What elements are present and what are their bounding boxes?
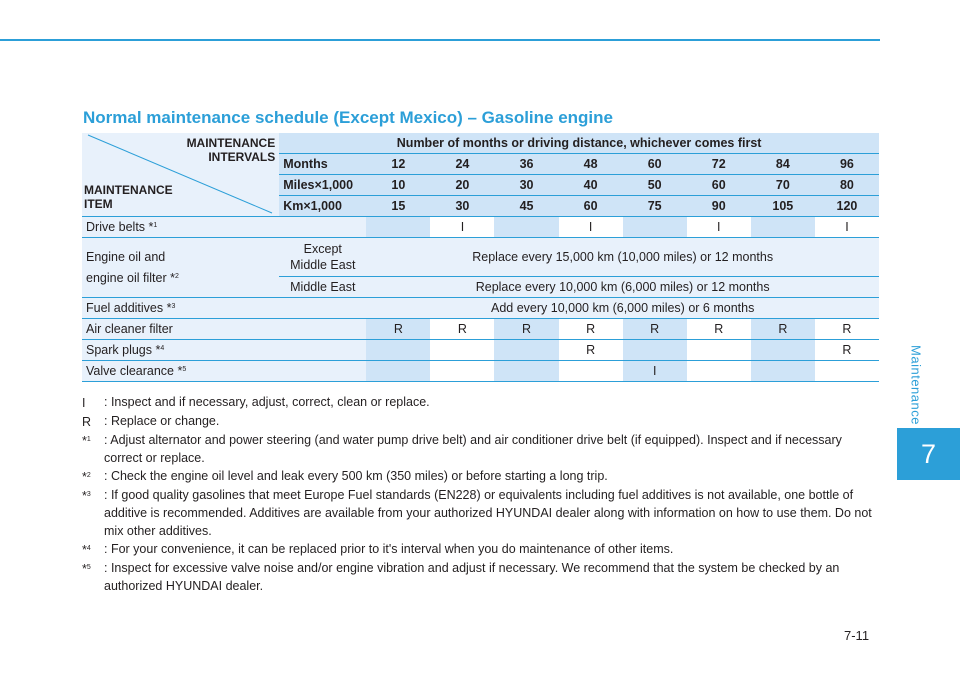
months-cell: 24 [430,154,494,175]
schedule-cell [687,340,751,361]
months-cell: 96 [815,154,879,175]
row-valve-clearance [82,361,879,382]
miles-cell: 30 [494,175,558,196]
km-cell: 90 [687,196,751,217]
row-engine-oil-except-me [82,238,879,277]
region-label: Except Middle East [279,238,366,277]
schedule-cell [623,340,687,361]
row-spark-plugs [82,340,879,361]
schedule-cell: R [559,319,623,340]
km-cell: 60 [559,196,623,217]
schedule-cell [815,361,879,382]
footnote: *$^3$ : If good quality gasolines that meet Europe Fuel standards (EN228) or equivalents including fuel additives is not available, one bottle of additive is recommended. Additives are available from your authorized HYUNDAI dealer along with information on how to use them. Do not mix other additives. [82,488,872,538]
item-label: Engine oil and engine oil filter *$^2$ [82,238,279,298]
footnotes [82,393,882,595]
schedule-cell [430,361,494,382]
footnote: *$^1$ : Adjust alternator and power steering (and water pump drive belt) and air conditioner drive belt (if equipped). Inspect and if necessary correct or replace. [82,433,842,465]
table-corner-cell [82,133,279,217]
miles-cell: 50 [623,175,687,196]
schedule-cell [559,361,623,382]
miles-cell: 40 [559,175,623,196]
row-drive-belts [82,217,879,238]
schedule-cell [751,340,815,361]
miles-cell: 70 [751,175,815,196]
corner-item-label: MAINTENANCE ITEM [84,183,173,211]
km-cell: 45 [494,196,558,217]
miles-cell: 60 [687,175,751,196]
top-rule [0,39,880,41]
item-label: Drive belts *$^1$ [82,217,366,238]
km-cell: 105 [751,196,815,217]
item-label: Valve clearance *$^5$ [82,361,366,382]
interval-text: Add every 10,000 km (6,000 miles) or 6 months [366,298,879,319]
schedule-cell [494,217,558,238]
schedule-cell: R [815,340,879,361]
months-cell: 60 [623,154,687,175]
schedule-cell: R [623,319,687,340]
item-label: Spark plugs *$^4$ [82,340,366,361]
maintenance-schedule-table [82,133,879,382]
footnote: *$^2$ : Check the engine oil level and leak every 500 km (350 miles) or before starting a long trip. [82,469,608,484]
item-label: Air cleaner filter [82,319,366,340]
km-label: Km×1,000 [279,196,366,217]
miles-cell: 20 [430,175,494,196]
page-title: Normal maintenance schedule (Except Mexico) – Gasoline engine [83,108,613,127]
schedule-cell [751,361,815,382]
schedule-cell: R [751,319,815,340]
months-cell: 48 [559,154,623,175]
schedule-cell [430,340,494,361]
months-cell: 36 [494,154,558,175]
schedule-cell [687,361,751,382]
km-cell: 15 [366,196,430,217]
schedule-cell [366,340,430,361]
row-fuel-additives [82,298,879,319]
schedule-cell: R [559,340,623,361]
schedule-cell [366,361,430,382]
km-cell: 30 [430,196,494,217]
header-row-span [82,133,879,154]
schedule-cell: R [687,319,751,340]
corner-intervals-label: MAINTENANCE INTERVALS [186,136,276,164]
miles-label: Miles×1,000 [279,175,366,196]
row-air-cleaner [82,319,879,340]
schedule-cell [366,217,430,238]
page-number: 7-11 [844,628,870,643]
footnote: *$^4$ : For your convenience, it can be replaced prior to it's interval when you do maintenance of other items. [82,542,674,557]
schedule-cell [494,340,558,361]
schedule-cell: I [687,217,751,238]
region-label: Middle East [279,277,366,298]
schedule-cell: I [559,217,623,238]
chapter-side-label: Maintenance [908,345,924,425]
schedule-cell: R [430,319,494,340]
interval-text: Replace every 10,000 km (6,000 miles) or 12 months [366,277,879,298]
schedule-cell: R [366,319,430,340]
months-cell: 72 [687,154,751,175]
footnote: R : Replace or change. [82,414,220,429]
months-label: Months [279,154,366,175]
miles-cell: 10 [366,175,430,196]
schedule-cell: R [815,319,879,340]
schedule-cell [623,217,687,238]
km-cell: 75 [623,196,687,217]
schedule-cell: I [430,217,494,238]
schedule-cell: I [815,217,879,238]
chapter-tab[interactable]: 7 [897,428,960,480]
months-cell: 12 [366,154,430,175]
schedule-cell: R [494,319,558,340]
header-span-label: Number of months or driving distance, whichever comes first [279,133,879,154]
schedule-cell [494,361,558,382]
miles-cell: 80 [815,175,879,196]
schedule-cell: I [623,361,687,382]
footnote: *$^5$ : Inspect for excessive valve noise and/or engine vibration and adjust if necessary. We recommend that the system be checked by an authorized HYUNDAI dealer. [82,561,840,593]
footnote: I : Inspect and if necessary, adjust, correct, clean or replace. [82,395,430,410]
km-cell: 120 [815,196,879,217]
months-cell: 84 [751,154,815,175]
item-label: Fuel additives *$^3$ [82,298,366,319]
schedule-cell [751,217,815,238]
interval-text: Replace every 15,000 km (10,000 miles) or 12 months [366,238,879,277]
